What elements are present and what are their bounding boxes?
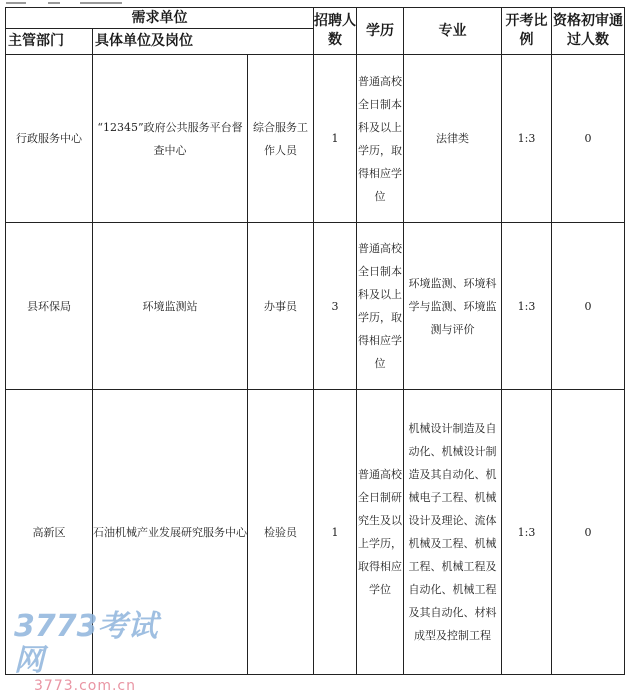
table-row [6,390,625,675]
cropped-text-fragment [6,2,26,4]
header-row-1 [6,8,625,29]
table-row [6,223,625,390]
header-demand-unit: 需求单位 [6,8,314,29]
cell-qualified-count: 0 [552,55,625,223]
header-department: 主管部门 [6,29,93,55]
cell-qualified-count: 0 [552,390,625,675]
header-exam-ratio: 开考比例 [502,8,552,55]
cell-major: 环境监测、环境科学与监测、环境监测与评价 [404,223,502,390]
watermark-url: 3773.com.cn [34,678,136,694]
cropped-text-fragment [80,2,122,4]
cell-recruit-count: 1 [314,55,357,223]
cell-exam-ratio: 1:3 [502,223,552,390]
recruitment-table [5,7,625,675]
cell-post: 综合服务工作人员 [248,55,314,223]
table-row [6,55,625,223]
cell-post: 检验员 [248,390,314,675]
cell-department: 高新区 [6,390,93,675]
header-qualified-count: 资格初审通过人数 [552,8,625,55]
cell-post: 办事员 [248,223,314,390]
cell-department: 县环保局 [6,223,93,390]
cell-major: 法律类 [404,55,502,223]
cell-recruit-count: 1 [314,390,357,675]
cell-recruit-count: 3 [314,223,357,390]
watermark-logo: 3773考试网 [14,609,158,678]
header-education: 学历 [357,8,404,55]
cell-unit: 环境监测站 [93,223,248,390]
cell-education: 普通高校全日制研究生及以上学历，取得相应学位 [357,390,404,675]
header-recruit-count: 招聘人数 [314,8,357,55]
cell-exam-ratio: 1:3 [502,55,552,223]
cell-unit: 石油机械产业发展研究服务中心 [93,390,248,675]
cell-major: 机械设计制造及自动化、机械设计制造及其自动化、机械电子工程、机械设计及理论、流体机械及工程、机械工程、机械工程及自动化、机械工程及其自动化、材料成型及控制工程 [404,390,502,675]
header-major: 专业 [404,8,502,55]
cropped-text-fragment [48,2,60,4]
cell-education: 普通高校全日制本科及以上学历，取得相应学位 [357,223,404,390]
cell-exam-ratio: 1:3 [502,390,552,675]
header-unit-and-post: 具体单位及岗位 [93,29,314,55]
cell-qualified-count: 0 [552,223,625,390]
cell-department: 行政服务中心 [6,55,93,223]
cell-unit: “12345”政府公共服务平台督查中心 [93,55,248,223]
cell-education: 普通高校全日制本科及以上学历，取得相应学位 [357,55,404,223]
